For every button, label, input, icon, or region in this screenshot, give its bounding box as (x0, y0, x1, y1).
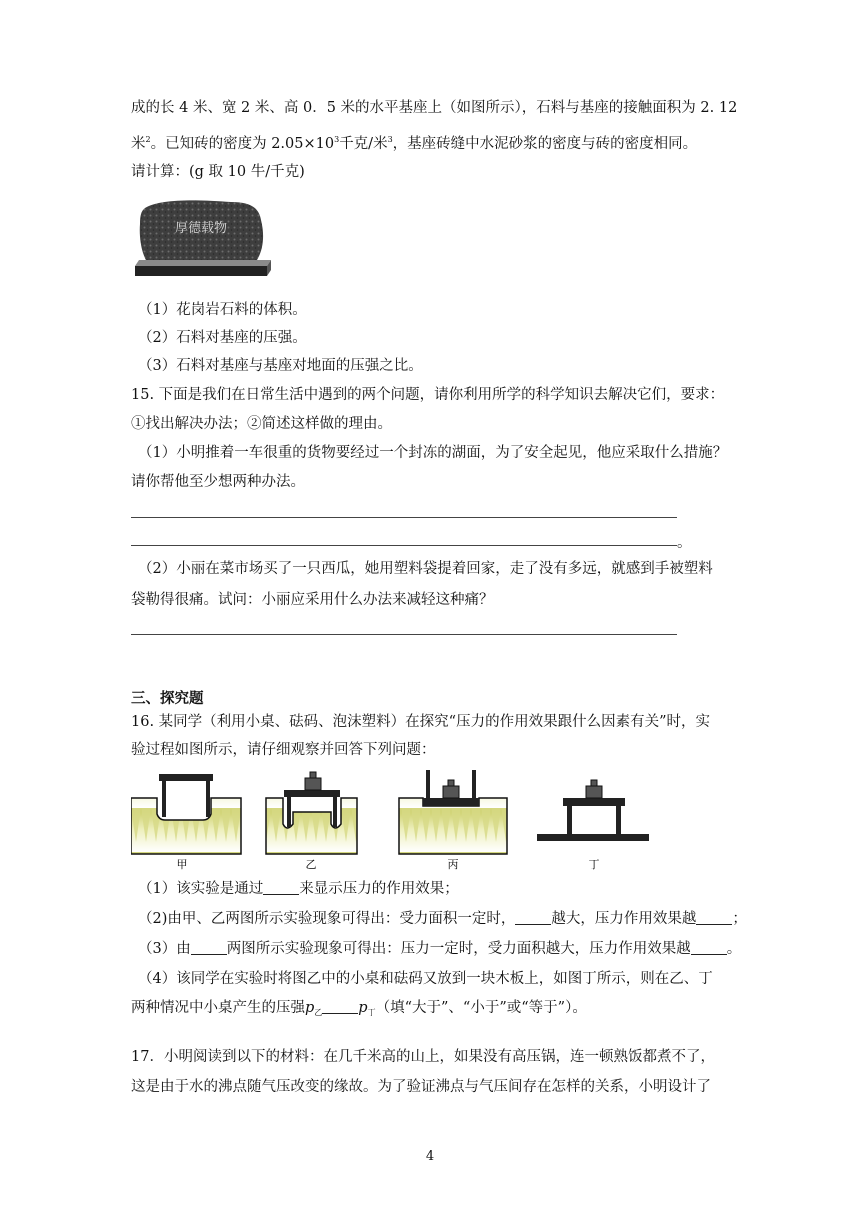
blank-3[interactable] (696, 910, 732, 925)
blank-5[interactable] (691, 940, 727, 955)
label-bing: 丙 (447, 858, 459, 871)
q16-s2: （2)由甲、乙两图所示实验现象可得出：受力面积一定时， 越大，压力作用效果越 ； (138, 911, 747, 927)
label-jia: 甲 (176, 858, 188, 871)
q16-s3: （3）由 两图所示实验现象可得出：压力一定时，受力面积越大，压力作用效果越 。 (138, 941, 742, 957)
q14-line3: 请计算：(g 取 10 牛/千克) (131, 164, 305, 180)
q15-part1-line1: （1）小明推着一车很重的货物要经过一个封冻的湖面，为了安全起见，他应采取什么措施？ (138, 445, 728, 461)
stone-inscription: 厚德载物 (174, 221, 228, 236)
q15-part2-line1: （2）小丽在菜市场买了一只西瓜，她用塑料袋提着回家，走了没有多远，就感到手被塑料 (138, 561, 713, 577)
q17-line1: 17．小明阅读到以下的材料：在几千米高的山上，如果没有高压锅，连一顿熟饭都煮不了， (131, 1049, 715, 1065)
q14-line1: 成的长 4 米、宽 2 米、高 0．5 米的水平基座上（如图所示），石料与基座的接触面积为 2. 12 (131, 100, 738, 116)
section-title: 三、探究题 (131, 691, 204, 707)
q16-s4-line1: （4）该同学在实验时将图乙中的小桌和砝码又放到一块木板上，如图丁所示，则在乙、丁 (138, 971, 713, 987)
blank-6[interactable] (322, 999, 358, 1014)
blank-2[interactable] (515, 910, 551, 925)
q14-sub1: （1）花岗岩石料的体积。 (138, 302, 307, 318)
label-ding: 丁 (588, 858, 600, 871)
pressure-experiment-figure (131, 764, 651, 872)
q15-line1: 15. 下面是我们在日常生活中遇到的两个问题，请你利用所学的科学知识去解决它们，要求： (131, 387, 725, 403)
q14-sub3: （3）石料对基座与基座对地面的压强之比。 (138, 358, 423, 374)
q14-line2: 米$^2$。已知砖的密度为 $2.05\times 10^3$千克/米$^3$，基座砖缝中水泥砂浆的密度与砖的密度相同。 (131, 135, 698, 152)
answer-line-3[interactable] (131, 634, 677, 635)
q15-part2-line2: 袋勒得很痛。试问：小丽应采用什么办法来减轻这种痛？ (131, 592, 494, 608)
blank-1[interactable] (263, 880, 299, 895)
figure-bing (399, 770, 507, 871)
q17-line2: 这是由于水的沸点随气压改变的缘故。为了验证沸点与气压间存在怎样的关系，小明设计了 (131, 1079, 711, 1095)
q14-sub2: （2）石料对基座的压强。 (138, 330, 307, 346)
page-number: 4 (425, 1149, 435, 1164)
q16-line2: 验过程如图所示，请仔细观察并回答下列问题： (131, 742, 436, 758)
figure-ding (537, 780, 649, 871)
q15-part1-line2: 请你帮他至少想两种办法。 (131, 474, 305, 490)
q16-s1: （1）该实验是通过 来显示压力的作用效果； (138, 881, 459, 897)
blank-4[interactable] (191, 940, 227, 955)
figure-jia (131, 774, 241, 871)
figure-yi (266, 772, 357, 871)
answer-line-2[interactable] (131, 545, 677, 546)
answer-line-1[interactable] (131, 517, 677, 518)
base-top (135, 260, 271, 266)
granite-stone-figure (131, 196, 277, 282)
q16-s4-line2: 两种情况中小桌产生的压强$p_乙$ $p_丁$（填“大于”、“小于”或“等于”）。 (131, 1000, 587, 1017)
base-front (135, 266, 267, 276)
label-yi: 乙 (305, 858, 317, 871)
q16-line1: 16. 某同学（利用小桌、砝码、泡沫塑料）在探究“压力的作用效果跟什么因素有关”时，实 (131, 714, 710, 730)
answer-period: 。 (677, 535, 692, 551)
q15-line2: ①找出解决办法；②简述这样做的理由。 (131, 416, 392, 432)
